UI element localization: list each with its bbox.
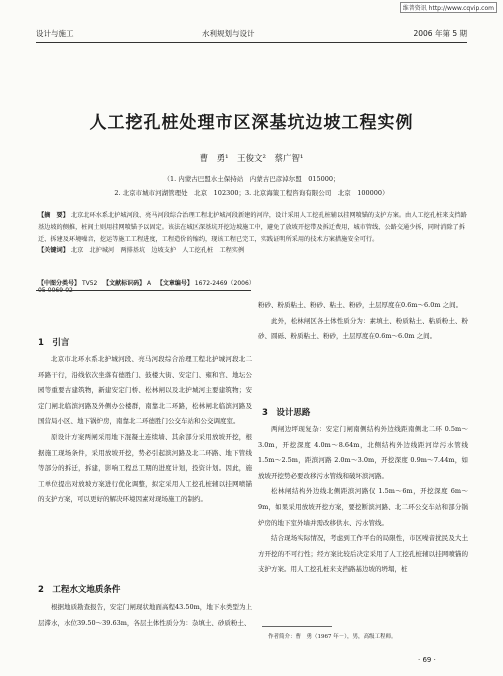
- paragraph: 原设计方案两闸采用地下混凝土连续墙、其余部分采用放坡开挖，根据施工现场条件，采用放坡开挖，势必引起滨河路及北二环路、地下管线等部分的拆迁，拆建，影响工程总工期的进度计划，投资计划。因此，施工单位提出对放坡方案进行优化调整，拟定采用人工挖孔桩辅以挂网喷锚的支护方案，可以更好的解决环境因素对现场施工的制约。: [38, 432, 252, 504]
- authors: 曹 勇¹ 王俊文² 蔡广智¹: [199, 154, 304, 164]
- paragraph: 此外，松林闸区各土体性质分为：素填土、粉质粘土、粘质粉土、粉砂、圆砾、粉质粘土、粉砂，土层厚度在0.6m～6.0m 之间。: [258, 316, 468, 341]
- abstract-label: 【摘 要】: [38, 212, 69, 219]
- doc-value: A: [147, 280, 152, 287]
- paragraph: 结合现场实际情况，考虑到工作平台的局限性，市区噪音扰民及大土方开挖的不可行性；经方案比较后决定采用了人工挖孔桩辅以挂网喷锚的支护方案。用人工挖孔桩来支挡路基边坡的坍塌，桩: [258, 534, 468, 574]
- art-value: 1672-2469（2006）: [194, 280, 252, 287]
- left-column-body-1: [38, 352, 252, 508]
- page-number: · 69 ·: [418, 656, 436, 664]
- right-column-body-2: [258, 422, 468, 578]
- paragraph: 根据地质勘查报告，安定门闸现状地面高程43.50m，地下水类型为上层滞水，水位39.50～39.63m，各层土体性质分为：杂填土、砂质粉土、: [38, 603, 252, 627]
- paragraph: 松林闸结构外边线北侧距滨河路仅 1.5m～6m，开挖深度 6m～9m，如果采用放坡开挖方案，要挖断滨河路、北二环公交车站和部分锅炉房的地下室外墙并需改移供水、污水管线。: [258, 487, 468, 527]
- left-column-body-2: [38, 600, 252, 631]
- meta-line: [38, 278, 253, 294]
- keywords-label: 【关键词】: [38, 247, 69, 255]
- footnote-rule: [262, 626, 332, 627]
- paragraph: 两闸边坪现复杂：安定门闸南侧结构外边线距南侧北二环 0.5m～3.0m，开挖深度 4.0m～8.64m，北侧结构外边线距河岸污水管线 1.5m～2.5m，距滨河路 2.0m～3.0m，开挖深度 0.9m～7.44m，如放坡开挖势必要改移污水管线和破坏滨河路。: [258, 425, 468, 480]
- footnote: 作者简介：曹 勇（1967 年－），男，高级工程师。: [268, 634, 397, 640]
- doc-label: 【文献标识码】: [103, 280, 146, 287]
- clc-label: 【中图分类号】: [38, 280, 81, 287]
- abstract: [38, 210, 468, 257]
- header-issue: 2006 年第 5 期: [413, 29, 467, 38]
- keywords: 北京 北护城河 两排基坑 边坡支护 人工挖孔桩 工程实例: [70, 247, 245, 255]
- paragraph: 粉砂、粉质粘土、粉砂、粘土、粉砂，土层厚度在0.6m～6.0m 之间。: [258, 301, 463, 309]
- affiliation-1: （1. 内蒙古巴盟水土保持站 内蒙古巴彦淖尔盟 015000；: [163, 175, 340, 183]
- header-journal: 水利规划与设计: [202, 29, 255, 38]
- section-1-heading: 1 引言: [38, 338, 70, 348]
- header-section: 设计与施工: [36, 29, 74, 38]
- art-label: 【文章编号】: [156, 280, 193, 287]
- clc-value: TV52: [81, 280, 98, 287]
- watermark: 维普资讯 http://www.cqvip.com: [400, 2, 497, 13]
- right-column-body-1: [258, 298, 468, 345]
- header-rule: [36, 42, 467, 43]
- abstract-text: 北京北环水系北护城河段、亮马河段综合治理工程北护城河段新建的河岸，设计采用人工挖孔桩辅以挂网喷锚的支护方案。由人工挖孔桩来支挡路基边坡的侧推，桩间土则用挂网喷锚予以固定。该法在城区深基坑开挖边坡施工中，避免了放坡开挖带及拆迁费用，城市管线、公路交通少拆，同时消除了拆迁、拆建及环境噪音，挖运等施工工程进度，工程造价的缩约，现该工程已完工，实践证明所采用的技术方案措施安全可行。: [38, 212, 467, 243]
- section-3-heading: 3 设计思路: [262, 408, 311, 418]
- article-title: 人工挖孔桩处理市区深基坑边坡工程实例: [89, 113, 414, 133]
- paragraph: 北京市北环水系北护城河段、亮马河段综合治理工程北护城河段北二环路干行，沿线依次坐落有德胜门、鼓楼大街、安定门、雍和宫、地坛公园等重要古建筑物，新建安定门桥、松林闸以及北护城河主要建筑物；安定门闸北临滨河路及外侧办公楼群，南靠北二环路，松林闸北临滨河路及国营局小区、地下锅炉房，南靠北二环德胜门公交车站和公交调度室。: [38, 355, 252, 426]
- meta-rule: [36, 290, 251, 291]
- section-2-heading: 2 工程水文地质条件: [38, 585, 121, 595]
- affiliation-2: 2. 北京市城市河湖管理处 北京 102300；3. 北京海策工程咨询有限公司 北京 100000）: [114, 189, 389, 197]
